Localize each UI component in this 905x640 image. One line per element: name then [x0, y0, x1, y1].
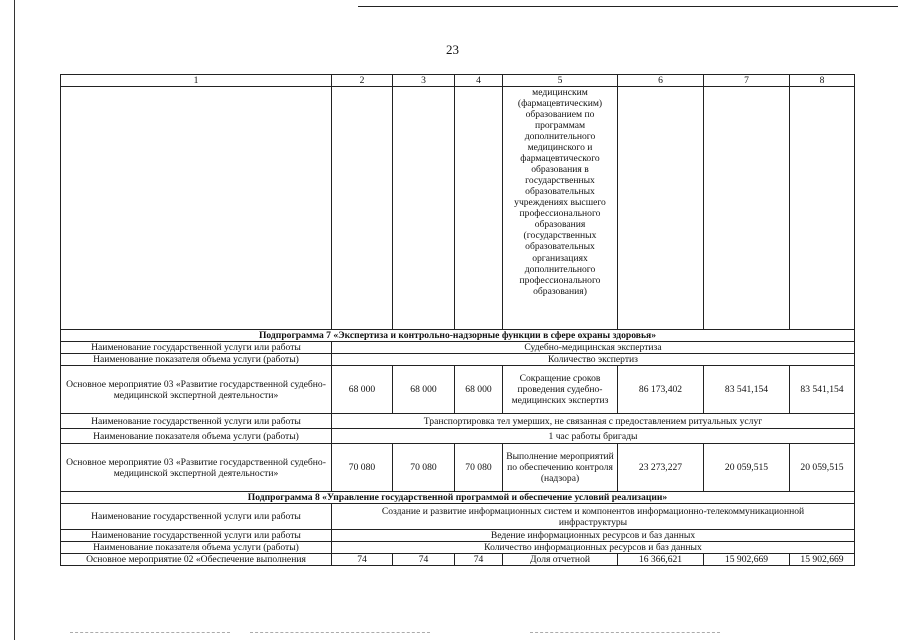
measure-value-5: Сокращение сроков проведения судебно-медицинских экспертиз	[503, 366, 618, 414]
measure-value-5: Доля отчетной	[503, 554, 618, 566]
measure-value-8: 20 059,515	[790, 444, 855, 492]
measure-row	[61, 444, 855, 492]
measure-name: Основное мероприятие 03 «Развитие государственной судебно-медицинской экспертной деятельности»	[61, 366, 332, 414]
measure-value-8: 83 541,154	[790, 366, 855, 414]
table-row	[61, 504, 855, 530]
measure-value-5: Выполнение мероприятий по обеспечению контроля (надзора)	[503, 444, 618, 492]
measure-row	[61, 554, 855, 566]
col-number-4: 4	[455, 75, 503, 87]
subprogram-7-title-row	[61, 330, 855, 342]
measure-value-4: 70 080	[455, 444, 503, 492]
indicator-label: Наименование показателя объема услуги (работы)	[61, 354, 332, 366]
measure-value-3: 70 080	[393, 444, 455, 492]
scan-artifact	[70, 632, 230, 633]
indicator-value: 1 час работы бригады	[332, 429, 855, 444]
indicator-label: Наименование показателя объема услуги (работы)	[61, 542, 332, 554]
indicator-label: Наименование показателя объема услуги (работы)	[61, 429, 332, 444]
col-number-1: 1	[61, 75, 332, 87]
service-value: Транспортировка тел умерших, не связанная с предоставлением ритуальных услуг	[332, 414, 855, 429]
left-border-line	[14, 0, 15, 640]
table-row	[61, 354, 855, 366]
subprogram-7-title: Подпрограмма 7 «Экспертиза и контрольно-надзорные функции в сфере охраны здоровья»	[61, 330, 855, 342]
measure-value-4: 74	[455, 554, 503, 566]
service-label: Наименование государственной услуги или работы	[61, 530, 332, 542]
indicator-value: Количество информационных ресурсов и баз данных	[332, 542, 855, 554]
measure-value-2: 74	[332, 554, 393, 566]
measure-value-7: 15 902,669	[704, 554, 790, 566]
measure-value-6: 16 366,621	[618, 554, 704, 566]
service-label: Наименование государственной услуги или работы	[61, 342, 332, 354]
measure-value-2: 68 000	[332, 366, 393, 414]
measure-value-3: 68 000	[393, 366, 455, 414]
table-row	[61, 342, 855, 354]
page-number: 23	[446, 42, 459, 57]
table-row	[61, 414, 855, 429]
continuation-text: медицинским (фармацевтическим) образованием по программам дополнительного медицинского и фармацевтического образования в государственных образовательных учреждениях высшего профессионального образования (государственных образовательных организациях дополнительного профессионального образования)	[503, 87, 618, 330]
service-value: Судебно-медицинская экспертиза	[332, 342, 855, 354]
table-row	[61, 429, 855, 444]
col-number-2: 2	[332, 75, 393, 87]
top-border-line	[358, 6, 898, 7]
measure-value-2: 70 080	[332, 444, 393, 492]
col-number-8: 8	[790, 75, 855, 87]
service-value: Создание и развитие информационных систем и компонентов информационно-телекоммуникационной инфраструктуры	[332, 504, 855, 530]
measure-value-3: 74	[393, 554, 455, 566]
measure-value-6: 23 273,227	[618, 444, 704, 492]
measure-value-7: 20 059,515	[704, 444, 790, 492]
scan-artifact	[530, 632, 720, 633]
indicator-value: Количество экспертиз	[332, 354, 855, 366]
subprogram-8-title-row	[61, 492, 855, 504]
service-label: Наименование государственной услуги или работы	[61, 414, 332, 429]
col-number-3: 3	[393, 75, 455, 87]
service-value: Ведение информационных ресурсов и баз данных	[332, 530, 855, 542]
measure-value-8: 15 902,669	[790, 554, 855, 566]
table-row	[61, 542, 855, 554]
measure-name: Основное мероприятие 02 «Обеспечение выполнения	[61, 554, 332, 566]
report-table	[60, 74, 855, 566]
column-number-row	[61, 75, 855, 87]
measure-name: Основное мероприятие 03 «Развитие государственной судебно-медицинской экспертной деятельности»	[61, 444, 332, 492]
continuation-row	[61, 87, 855, 330]
measure-value-4: 68 000	[455, 366, 503, 414]
table-row	[61, 530, 855, 542]
scan-artifact	[250, 632, 430, 633]
measure-value-7: 83 541,154	[704, 366, 790, 414]
subprogram-8-title: Подпрограмма 8 «Управление государственной программой и обеспечение условий реализации»	[61, 492, 855, 504]
col-number-5: 5	[503, 75, 618, 87]
col-number-7: 7	[704, 75, 790, 87]
col-number-6: 6	[618, 75, 704, 87]
service-label: Наименование государственной услуги или работы	[61, 504, 332, 530]
measure-row	[61, 366, 855, 414]
measure-value-6: 86 173,402	[618, 366, 704, 414]
